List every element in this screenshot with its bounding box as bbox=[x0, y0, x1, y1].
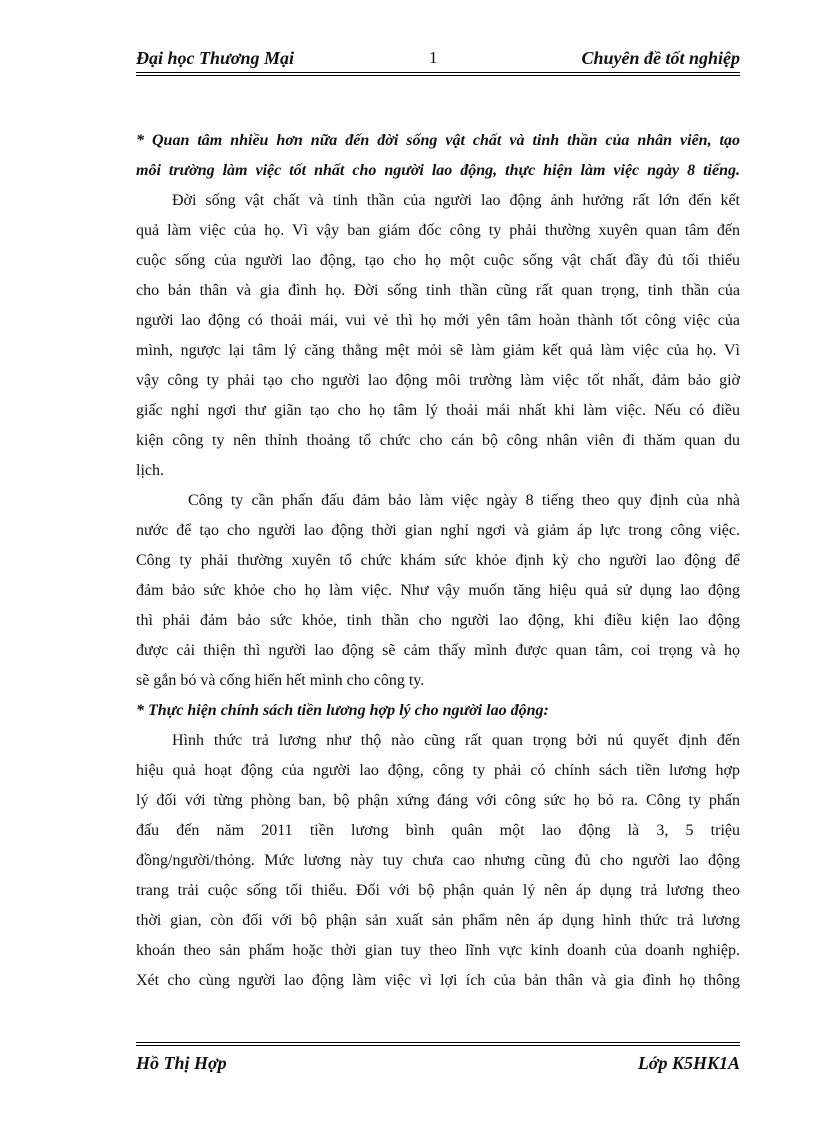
paragraph-line: sẽ gắn bó và cống hiến hết mình cho công ty. bbox=[136, 672, 425, 689]
paragraph-line: Xét cho cùng người lao động làm việc vì lợi ích của bản thân và gia đình họ thông bbox=[136, 972, 740, 989]
paragraph-line: lịch. bbox=[136, 462, 164, 479]
footer-rule-top bbox=[136, 1042, 740, 1043]
section-heading-line: * Thực hiện chính sách tiền lương hợp lý cho người lao động: bbox=[136, 702, 549, 719]
header-university: Đại học Thương Mại bbox=[136, 48, 294, 68]
paragraph-line: đấu đến năm 2011 tiền lương bình quân một lao động là 3, 5 triệu bbox=[136, 822, 740, 839]
footer-rule-bottom bbox=[136, 1045, 740, 1046]
paragraph-line: quả làm việc của họ. Vì vậy ban giám đốc công ty phải thường xuyên quan tâm đến bbox=[136, 222, 740, 239]
paragraph-line: thì phải đảm bảo sức khỏe, tinh thần cho người lao động, khi điều kiện lao động bbox=[136, 612, 740, 629]
section-heading-line: môi trường làm việc tốt nhất cho người lao động, thực hiện làm việc ngày 8 tiếng. bbox=[136, 162, 740, 179]
paragraph-line: nước để tạo cho người lao động thời gian nghỉ ngơi và giảm áp lực trong công việc. bbox=[136, 522, 740, 539]
header-thesis-title: Chuyên đề tốt nghiệp bbox=[581, 48, 740, 68]
page-number: 1 bbox=[429, 48, 438, 67]
paragraph-line: Hình thức trả lương như thộ nào cũng rất quan trọng bởi nú quyết định đến bbox=[172, 732, 740, 749]
footer-author: Hồ Thị Hợp bbox=[136, 1053, 227, 1073]
paragraph-line: Đời sống vật chất và tinh thần của người lao động ảnh hưởng rất lớn đến kết bbox=[172, 192, 740, 209]
document-body bbox=[136, 126, 740, 996]
paragraph-line: trang trải cuộc sống tối thiểu. Đối với bộ phận quản lý nên áp dụng trả lương theo bbox=[136, 882, 740, 899]
section-heading-line: * Quan tâm nhiều hơn nữa đến đời sống vật chất và tinh thần của nhân viên, tạo bbox=[136, 132, 740, 149]
paragraph-line: thời gian, còn đối với bộ phận sản xuất sản phẩm nên áp dụng hình thức trả lương bbox=[136, 912, 740, 929]
paragraph-line: mình, ngược lại tâm lý căng thẳng mệt mỏi sẽ làm giảm kết quả làm việc của họ. Vì bbox=[136, 342, 740, 359]
header-rule-bottom bbox=[136, 75, 740, 76]
page-footer bbox=[136, 1053, 740, 1079]
paragraph-line: vậy công ty phải tạo cho người lao động môi trường làm việc tốt nhất, đảm bảo giờ bbox=[136, 372, 740, 389]
paragraph-line: giấc nghỉ ngơi thư giãn tạo cho họ tâm lý thoải mái nhất khi làm việc. Nếu có điều bbox=[136, 402, 740, 419]
page-header bbox=[136, 48, 740, 72]
paragraph-line: kiện công ty nên thỉnh thoảng tổ chức cho cán bộ công nhân viên đi thăm quan du bbox=[136, 432, 740, 449]
paragraph-line: người lao động có thoải mái, vui vẻ thì họ mới yên tâm hoàn thành tốt công việc của bbox=[136, 312, 740, 329]
header-rule-top bbox=[136, 72, 740, 73]
footer-class: Lớp K5HK1A bbox=[637, 1053, 740, 1073]
paragraph-line: hiệu quả hoạt động của người lao động, công ty phải có chính sách tiền lương hợp bbox=[136, 762, 740, 779]
paragraph-line: đồng/người/thỏng. Mức lương này tuy chưa cao nhưng cũng đủ cho người lao động bbox=[136, 852, 740, 869]
paragraph-line: lý đối với từng phòng ban, bộ phận xứng đáng với công sức họ bỏ ra. Công ty phấn bbox=[136, 792, 740, 809]
paragraph-line: được cải thiện thì người lao động sẽ cảm thấy mình được quan tâm, coi trọng và họ bbox=[136, 642, 740, 659]
paragraph-line: Công ty phải thường xuyên tổ chức khám sức khỏe định kỳ cho người lao động để bbox=[136, 552, 740, 569]
paragraph-line: cho bản thân và gia đình họ. Đời sống tinh thần cũng rất quan trọng, tinh thần của bbox=[136, 282, 740, 299]
paragraph-line: cuộc sống của người lao động, tạo cho họ một cuộc sống vật chất đầy đủ tối thiểu bbox=[136, 252, 740, 269]
paragraph-line: Công ty cần phấn đấu đảm bảo làm việc ngày 8 tiếng theo quy định của nhà bbox=[188, 492, 740, 509]
paragraph-line: khoán theo sản phẩm hoặc thời gian tuy theo lĩnh vực kinh doanh của doanh nghiệp. bbox=[136, 942, 740, 959]
paragraph-line: đảm bảo sức khỏe cho họ làm việc. Như vậy muốn tăng hiệu quả sử dụng lao động bbox=[136, 582, 740, 599]
